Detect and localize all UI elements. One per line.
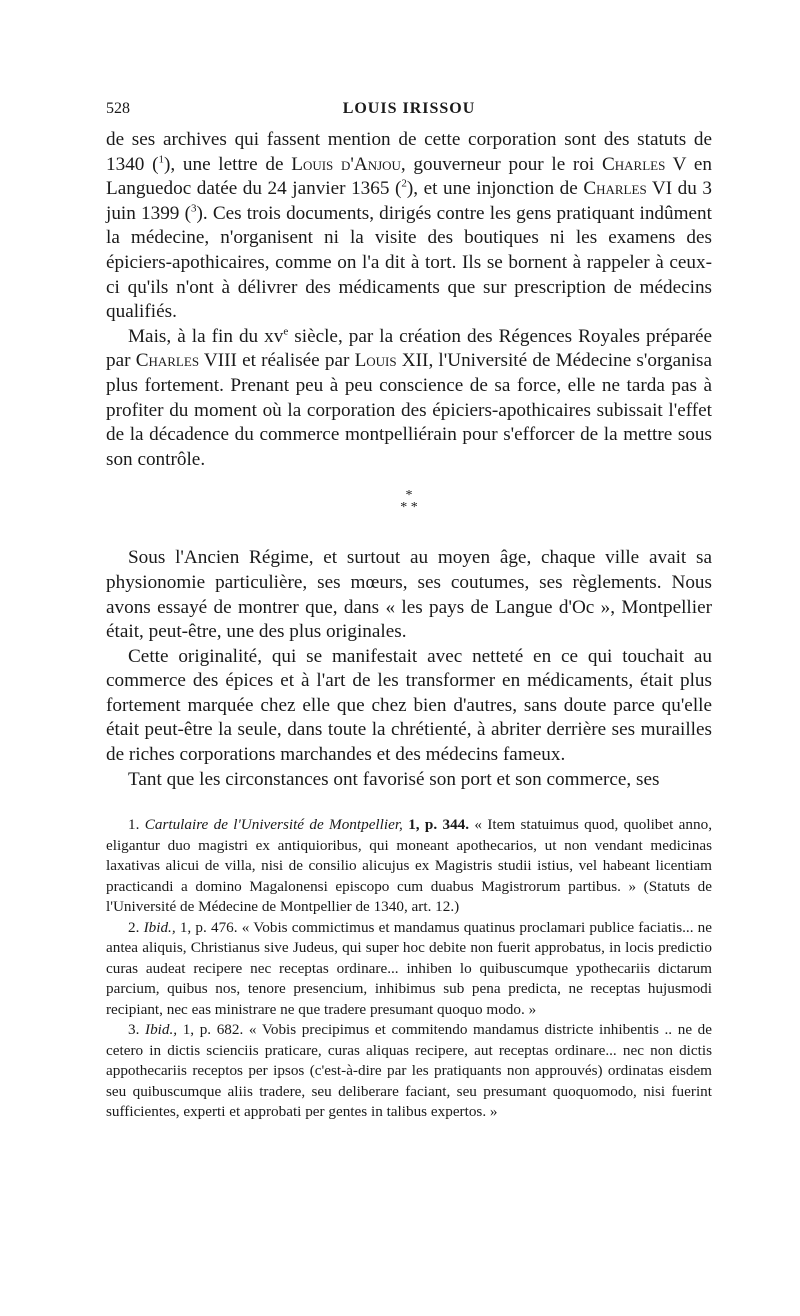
person-name: Charles bbox=[583, 178, 647, 200]
paragraph-1 bbox=[106, 128, 712, 325]
body-text bbox=[106, 128, 712, 792]
cited-work: Cartulaire de l'Université de Montpellier, bbox=[144, 816, 403, 833]
person-name: Charles bbox=[135, 350, 200, 372]
page-number: 528 bbox=[106, 100, 130, 117]
text-run: Mais, à la fin du xv bbox=[128, 325, 284, 347]
footnote-text: « Vobis commictimus et mandamus quatinus proclamari publice faciatis... ne antea aliquis, Christianus sive Judeus, qui super hoc debite non fuerit approbatus, in locis predictio curas audeat recipere nec receptas ordinare... inhiben lo quibuscumque ypothecariis dictarum parcium, quibus nos, tenore presencium, inhibimus sub pena predicta, ne receptas hujusmodi recipiant, nec eas ministrare ne que tradere presumant quoquo modo. » bbox=[106, 918, 713, 1018]
footnote-number: 3. bbox=[128, 1021, 146, 1038]
footnotes bbox=[106, 815, 712, 1123]
asterism-top: * bbox=[405, 488, 413, 504]
text-run: , gouverneur pour le roi bbox=[400, 153, 602, 175]
footnote-text: « Vobis precipimus et commitendo mandamus districte inhibentis .. ne de cetero in dictis scienciis praticare, curas aliquas recipere, aut receptas ordinare... nec non dictis appothecariis receptos per ipsos (c'est-à-dire par les pratiquants non approuvés) ordinatas eisdem seu quibuscumque aliis tradere, seu deliberare faciant, seu presumant quoquomodo, nisi fuerint sufficientes, experti et approbati per gentes in talibus expertos. » bbox=[106, 1021, 713, 1120]
paragraph-5: Tant que les circonstances ont favorisé son port et son commerce, ses bbox=[128, 768, 660, 790]
footnote-text: « Item statuimus quod, quolibet anno, eligantur duo magistri ex antiquioribus, qui moneant apothecarios, ut non vendant medicinas laxativas alicui de villa, nisi de consilio alicujus ex Magistris studii istius, vel habeant licentiam practicandi a domino Magalonensi episcopo cum duabus Magistrorum partibus. » (Statuts de l'Université de Médecine de Montpellier de 1340, art. 12.) bbox=[106, 816, 713, 915]
footnote-number: 2. bbox=[128, 918, 144, 936]
ibid: Ibid., bbox=[143, 918, 176, 936]
footnote-ref-3: 3 bbox=[190, 202, 197, 215]
person-name: Charles bbox=[601, 153, 666, 175]
paragraph-4: Cette originalité, qui se manifestait avec netteté en ce qui touchait au commerce des épices et à l'art de les transformer en médicaments, était plus fortement marquée chez elle que chez bien d'autres, sans doute parce qu'elle était peut-être la seule, dans toute la chrétienté, à abriter derrière ses murailles de riches corporations marchandes et des médecins fameux. bbox=[106, 645, 712, 766]
citation-ref: 1, p. 344. bbox=[402, 816, 475, 833]
text-run: ), une lettre de bbox=[163, 153, 292, 175]
text-run: V en Languedoc datée du 24 janvier 1365 ( bbox=[106, 153, 712, 200]
text-run: de ses archives qui fassent mention de cette corporation sont des statuts de 1340 ( bbox=[106, 129, 712, 175]
text-run: VI du 3 juin 1399 ( bbox=[106, 178, 712, 224]
asterism-divider bbox=[106, 476, 712, 526]
asterism-bottom: * * bbox=[400, 500, 418, 516]
text-run: ), et une injonction de bbox=[406, 178, 584, 200]
footnote-ref-1: 1 bbox=[158, 153, 164, 166]
ibid: Ibid., bbox=[145, 1021, 178, 1038]
running-head bbox=[106, 100, 712, 122]
text-run: siècle, par la création des Régences Royales préparée par bbox=[106, 325, 712, 372]
footnote-3 bbox=[106, 1020, 712, 1123]
paragraph-2 bbox=[106, 325, 712, 473]
text-run: VIII et réalisée par bbox=[199, 350, 355, 372]
text-run: ). Ces trois documents, dirigés contre les gens pratiquant indûment la médecine, n'organisent ni la visite des boutiques ni les examens des épiciers-apothicaires, comme on l'a dit à tort. Ils se bornent à rappeler à ceux-ci qu'ils n'ont à délivrer des médicaments que sur prescription de médecins qualifiés. bbox=[106, 202, 712, 323]
person-name: Louis d'Anjou bbox=[291, 153, 401, 175]
footnote-2 bbox=[106, 918, 712, 1021]
text-run: XII, l'Université de Médecine s'organisa plus fortement. Prenant peu à peu conscience de sa force, elle ne tarda pas à profiter du moment où la corporation des épiciers-apothicaires subissait l'effet de la décadence du commerce montpelliérain pour s'efforcer de la mettre sous son contrôle. bbox=[106, 350, 713, 470]
century-superscript: e bbox=[283, 325, 289, 338]
citation-ref: 1, p. 476. bbox=[175, 918, 242, 936]
person-name: Louis bbox=[354, 350, 397, 372]
running-title: LOUIS IRISSOU bbox=[342, 100, 476, 117]
paragraph-3: Sous l'Ancien Régime, et surtout au moyen âge, chaque ville avait sa physionomie particulière, ses mœurs, ses coutumes, ses règlements. Nous avons essayé de montrer que, dans « les pays de Langue d'Oc », Montpellier était, peut-être, une des plus originales. bbox=[106, 547, 712, 643]
citation-ref: 1, p. 682. bbox=[177, 1021, 249, 1038]
footnote-ref-2: 2 bbox=[401, 177, 407, 190]
footnote-number: 1. bbox=[128, 816, 145, 833]
footnote-1 bbox=[106, 815, 712, 918]
